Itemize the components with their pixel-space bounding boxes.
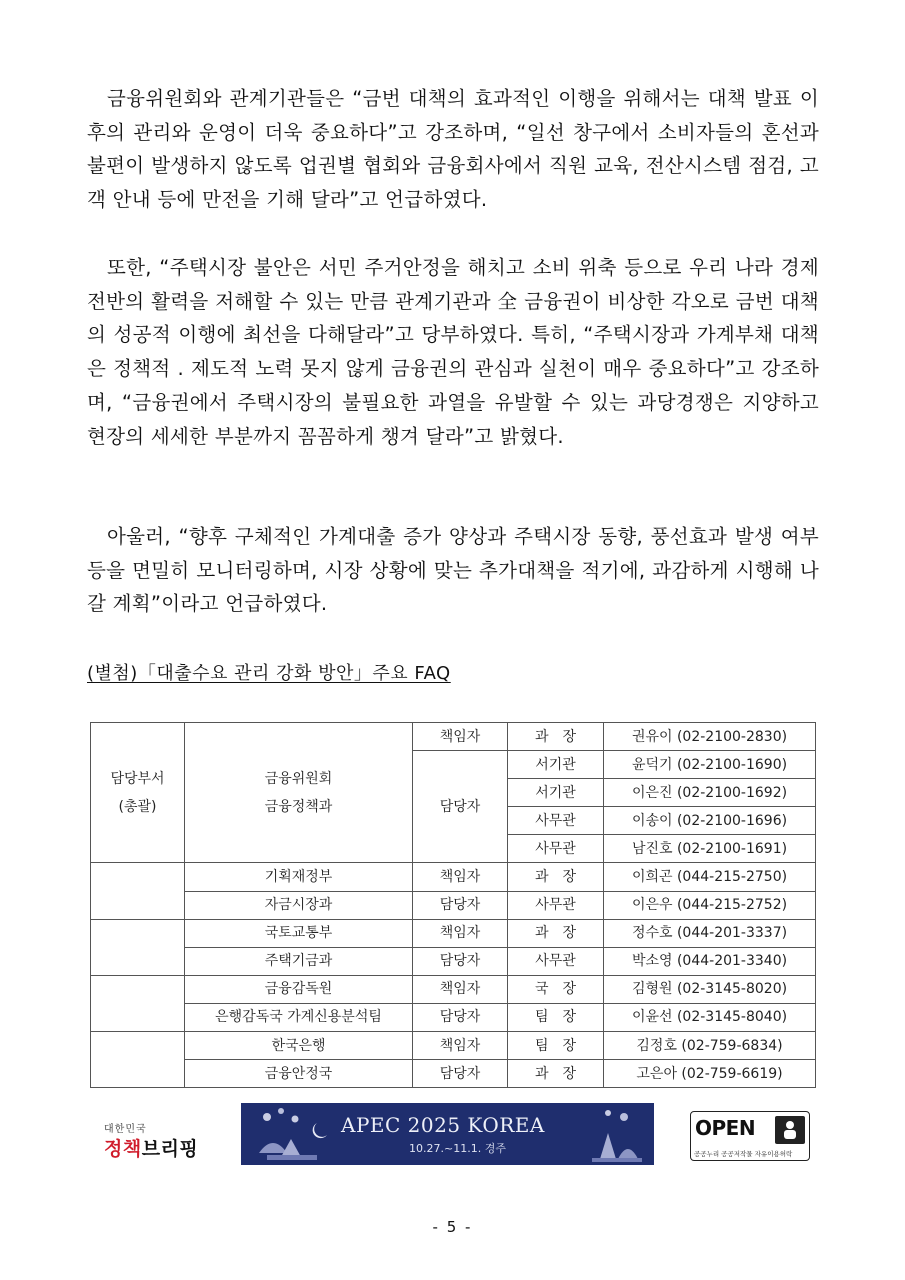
org-division: 주택기금과 [185,947,413,975]
open-caption: 공공누리 공공저작물 자유이용허락 [694,1150,793,1158]
banner-date: 10.27.~11.1. 경주 [409,1142,506,1155]
role-cell: 책임자 [413,1032,508,1060]
table-row [91,919,816,947]
org-name: 금융감독원 [185,975,413,1003]
role-cell: 담당자 [413,891,508,919]
table-row [91,1003,816,1031]
person-cell: 고은아 (02-759-6619) [604,1060,816,1088]
title-cell: 과 장 [508,1060,604,1088]
org-name: 기획재정부 [185,863,413,891]
title-cell: 서기관 [508,779,604,807]
table-row [91,723,816,751]
title-cell: 팀 장 [508,1032,604,1060]
banner-decoration-left-icon [247,1103,337,1165]
page-number: - 5 - [432,1218,473,1236]
title-cell: 사무관 [508,891,604,919]
paragraph-2 [87,251,819,453]
paragraph-3-text: 아울러, “향후 구체적인 가계대출 증가 양상과 주택시장 동향, 풍선효과 발생 여부 등을 면밀히 모니터링하며, 시장 상황에 맞는 추가대책을 적기에, 과감하게 시행해 나갈 계획”이라고 언급하였다. [87,525,819,616]
dept-group-cell [91,723,185,863]
role-cell: 담당자 [413,1060,508,1088]
paragraph-2-text: 또한, “주택시장 불안은 서민 주거안정을 해치고 소비 위축 등으로 우리 나라 경제 전반의 활력을 저해할 수 있는 만큼 관계기관과 全 금융권이 비상한 각오로 금번 대책의 성공적 이행에 최선을 다해달라”고 당부하였다. 특히, “주택시장과 가계부채 대책은 정책적 . 제도적 노력 못지 않게 금융권의 관심과 실천이 매우 중요하다”고 강조하며, “금융권에서 주택시장의 불필요한 과열을 유발할 수 있는 과당경쟁은 지양하고 현장의 세세한 부분까지 꼼꼼하게 챙겨 달라”고 밝혔다. [87,256,819,448]
title-cell: 과 장 [508,863,604,891]
contacts-table [90,722,816,1088]
paragraph-1 [87,82,819,217]
title-cell: 과 장 [508,919,604,947]
title-cell: 팀 장 [508,1003,604,1031]
dept-group-cell [91,1032,185,1088]
banner-title: APEC 2025 KOREA [341,1113,545,1137]
role-cell: 책임자 [413,723,508,751]
dept-group-label: 담당부서 [110,770,165,787]
org-cell [185,723,413,863]
title-cell: 사무관 [508,835,604,863]
role-cell: 담당자 [413,1003,508,1031]
apec-banner[interactable] [241,1103,654,1165]
person-cell: 박소영 (044-201-3340) [604,947,816,975]
table-row [91,1060,816,1088]
table-row [91,891,816,919]
title-cell: 사무관 [508,947,604,975]
role-cell: 책임자 [413,863,508,891]
org-name: 국토교통부 [185,919,413,947]
table-row [91,863,816,891]
role-cell: 책임자 [413,919,508,947]
person-cell: 권유이 (02-2100-2830) [604,723,816,751]
role-cell: 담당자 [413,947,508,975]
dept-group-cell [91,919,185,975]
brand-main-red: 정책 [104,1138,142,1160]
org-name: 금융위원회 [264,770,333,787]
person-cell: 이희곤 (044-215-2750) [604,863,816,891]
person-cell: 윤덕기 (02-2100-1690) [604,751,816,779]
person-cell: 이은진 (02-2100-1692) [604,779,816,807]
org-division: 자금시장과 [185,891,413,919]
person-cell: 김정호 (02-759-6834) [604,1032,816,1060]
dept-group-cell [91,975,185,1031]
title-cell: 서기관 [508,751,604,779]
policy-briefing-logo[interactable] [104,1120,204,1161]
org-name: 한국은행 [185,1032,413,1060]
person-cell: 정수호 (044-201-3337) [604,919,816,947]
org-division: 금융정책과 [264,798,333,815]
paragraph-1-text: 금융위원회와 관계기관들은 “금번 대책의 효과적인 이행을 위해서는 대책 발표 이후의 관리와 운영이 더욱 중요하다”고 강조하며, “일선 창구에서 소비자들의 혼선과 불편이 발생하지 않도록 업권별 협회와 금융회사에서 직원 교육, 전산시스템 점검, 고객 안내 등에 만전을 기해 달라”고 언급하였다. [87,87,819,212]
org-division: 은행감독국 가계신용분석팀 [185,1003,413,1031]
person-cell: 김형원 (02-3145-8020) [604,975,816,1003]
brand-top-text: 대한민국 [104,1124,147,1135]
attachment-title: (별첨)「대출수요 관리 강화 방안」주요 FAQ [87,663,451,684]
brand-main-rest: 브리핑 [141,1138,199,1160]
dept-group-cell [91,863,185,919]
open-word: OPEN [695,1116,756,1140]
table-row [91,1032,816,1060]
footer [0,1103,905,1167]
table-row [91,975,816,1003]
role-cell: 책임자 [413,975,508,1003]
title-cell: 국 장 [508,975,604,1003]
open-license-badge[interactable] [690,1111,810,1161]
role-cell: 담당자 [413,751,508,863]
person-cell: 이송이 (02-2100-1696) [604,807,816,835]
title-cell: 사무관 [508,807,604,835]
org-division: 금융안정국 [185,1060,413,1088]
dept-group-sublabel: (총괄) [118,798,157,815]
person-cell: 이은우 (044-215-2752) [604,891,816,919]
table-row [91,947,816,975]
title-cell: 과 장 [508,723,604,751]
paragraph-3 [87,520,819,621]
person-cell: 이윤선 (02-3145-8040) [604,1003,816,1031]
person-cell: 남진호 (02-2100-1691) [604,835,816,863]
banner-decoration-right-icon [578,1103,648,1165]
brand-main-text [104,1134,204,1161]
attribution-person-icon [775,1116,805,1144]
